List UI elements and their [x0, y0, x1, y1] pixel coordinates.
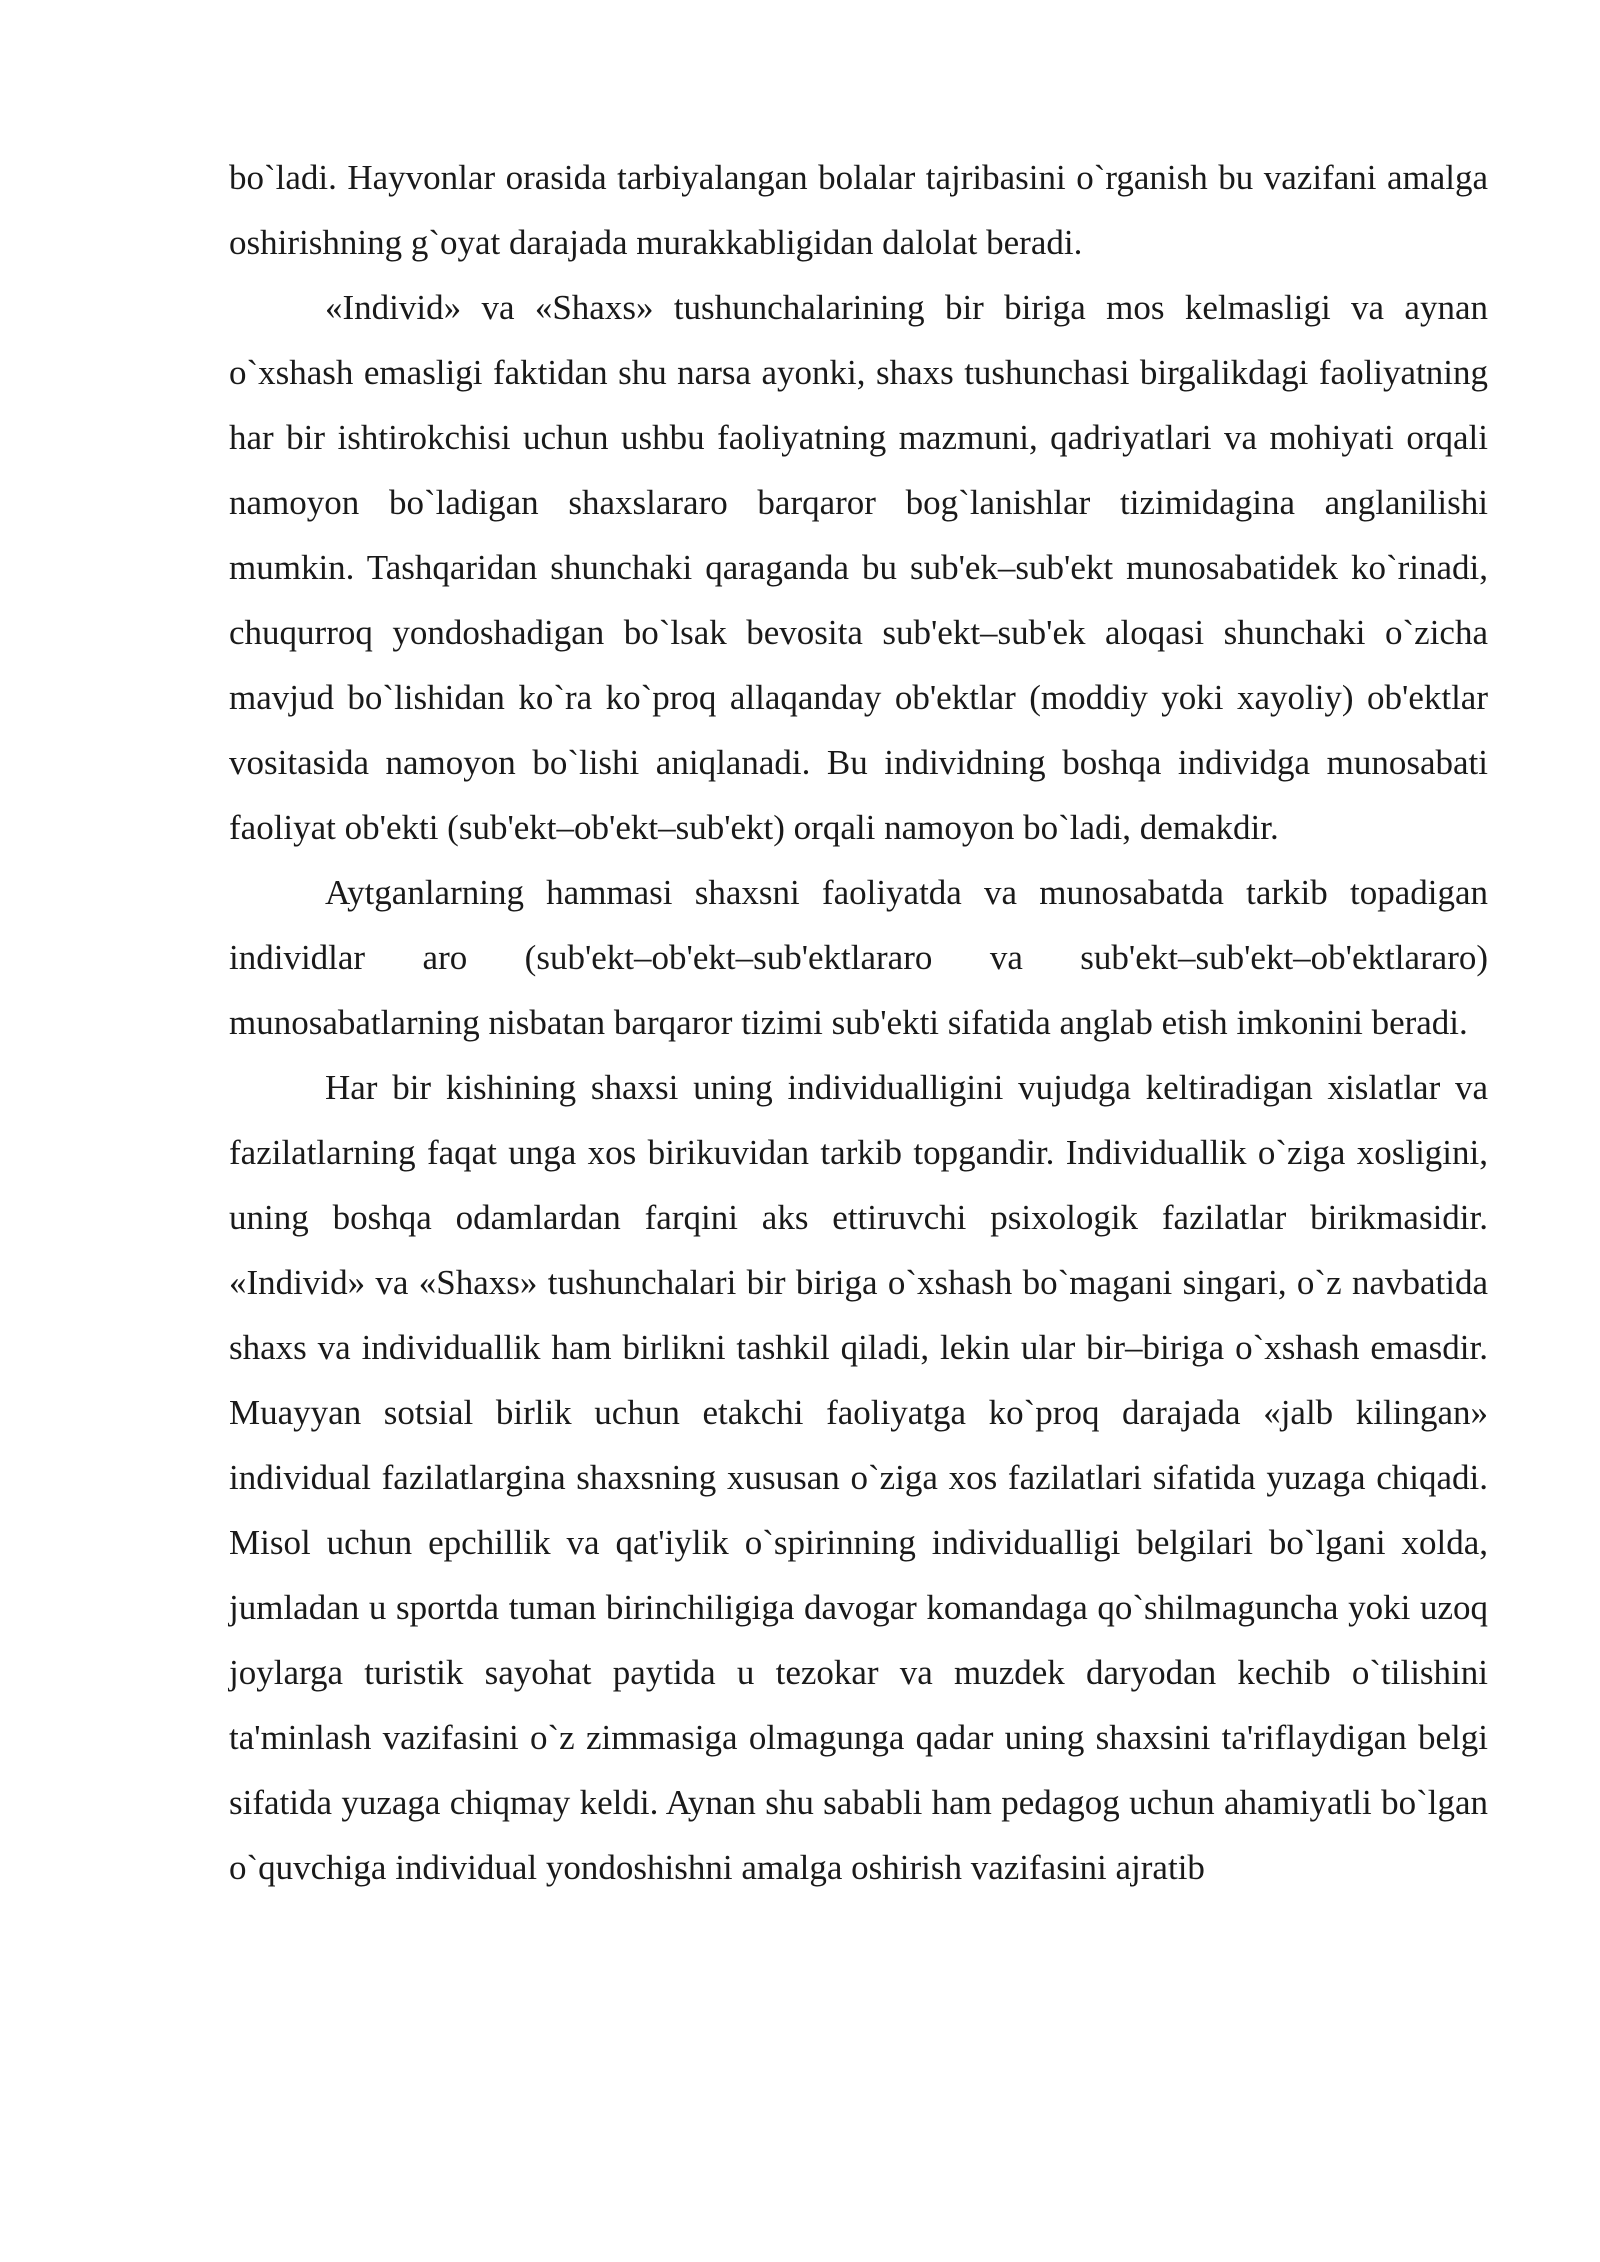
paragraph-aytganlarning: Aytganlarning hammasi shaxsni faoliyatda va munosabatda tarkib topadigan individlar aro (sub'ekt–ob'ekt–sub'ektlararo va sub'ekt–sub'ekt–ob'ektlararo) munosabatlarning nisbatan barqaror tizimi sub'ekti sifatida anglab etish imkonini beradi. [229, 873, 1488, 1042]
document-body [229, 145, 1488, 1900]
paragraph-har-bir-kishining: Har bir kishining shaxsi uning individualligini vujudga keltiradigan xislatlar va fazilatlarning faqat unga xos birikuvidan tarkib topgandir. Individuallik o`ziga xosligini, uning boshqa odamlardan farqini aks ettiruvchi psixologik fazilatlar birikmasidir. «Individ» va «Shaxs» tushunchalari bir biriga o`xshash bo`magani singari, o`z navbatida shaxs va individuallik ham birlikni tashkil qiladi, lekin ular bir–biriga o`xshash emasdir. Muayyan sotsial birlik uchun etakchi faoliyatga ko`proq darajada «jalb kilingan» individual fazilatlargina shaxsning xususan o`ziga xos fazilatlari sifatida yuzaga chiqadi. Misol uchun epchillik va qat'iylik o`spirinning individualligi belgilari bo`lgani xolda, jumladan u sportda tuman birinchiligiga davogar komandaga qo`shilmaguncha yoki uzoq joylarga turistik sayohat paytida u tezokar va muzdek daryodan kechib o`tilishini ta'minlash vazifasini o`z zimmasiga olmagunga qadar uning shaxsini ta'riflaydigan belgi sifatida yuzaga chiqmay keldi. Aynan shu sababli ham pedagog uchun ahamiyatli bo`lgan o`quvchiga individual yondoshishni amalga oshirish vazifasini ajratib [229, 1068, 1488, 1887]
paragraph-individ-shaxs: «Individ» va «Shaxs» tushunchalarining bir biriga mos kelmasligi va aynan o`xshash emasligi faktidan shu narsa ayonki, shaxs tushunchasi birgalikdagi faoliyatning har bir ishtirokchisi uchun ushbu faoliyatning mazmuni, qadriyatlari va mohiyati orqali namoyon bo`ladigan shaxslararo barqaror bog`lanishlar tizimidagina anglanilishi mumkin. Tashqaridan shunchaki qaraganda bu sub'ek–sub'ekt munosabatidek ko`rinadi, chuqurroq yondoshadigan bo`lsak bevosita sub'ekt–sub'ek aloqasi shunchaki o`zicha mavjud bo`lishidan ko`ra ko`proq allaqanday ob'ektlar (moddiy yoki xayoliy) ob'ektlar vositasida namoyon bo`lishi aniqlanadi. Bu individning boshqa individga munosabati faoliyat ob'ekti (sub'ekt–ob'ekt–sub'ekt) orqali namoyon bo`ladi, demakdir. [229, 288, 1488, 847]
paragraph-continuation: bo`ladi. Hayvonlar orasida tarbiyalangan bolalar tajribasini o`rganish bu vazifani amalga oshirishning g`oyat darajada murakkabligidan dalolat beradi. [229, 158, 1488, 262]
